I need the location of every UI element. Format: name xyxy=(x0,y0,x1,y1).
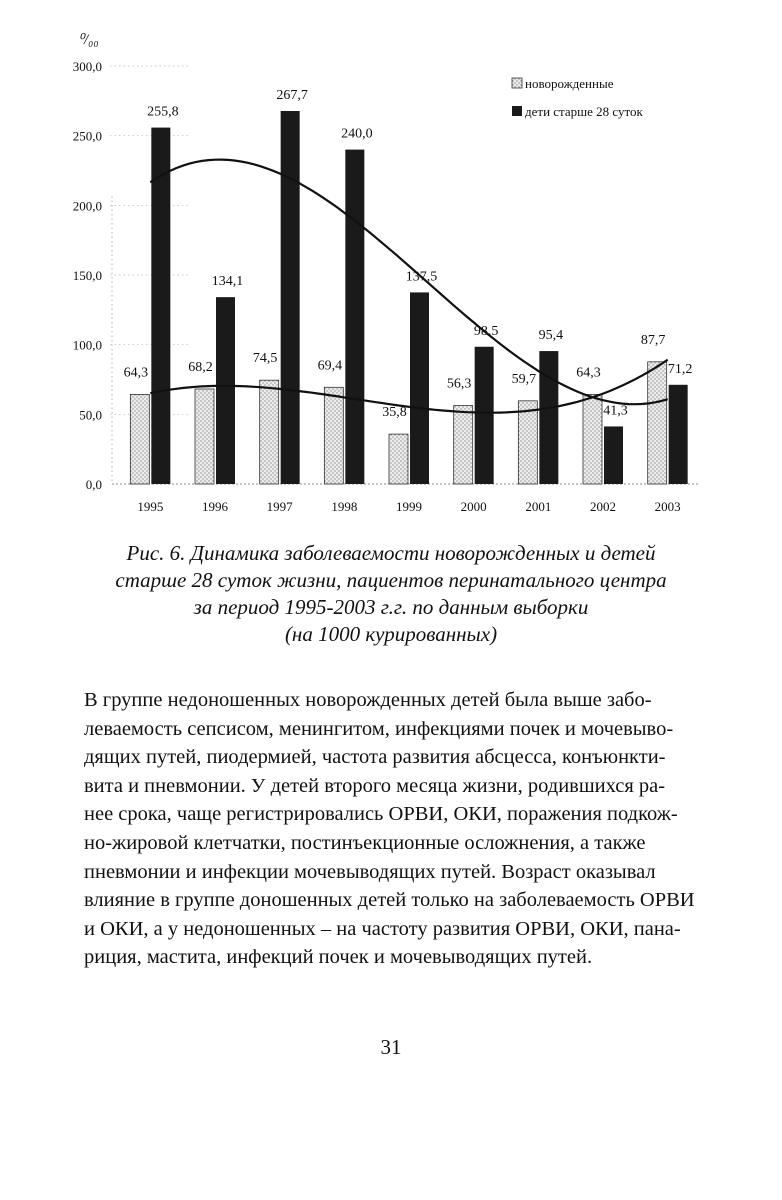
x-tick-label: 1997 xyxy=(266,499,293,514)
data-label-children-over-28-days: 240,0 xyxy=(341,126,373,142)
y-unit-label: ⁰/₀₀ xyxy=(78,32,99,48)
data-label-children-over-28-days: 255,8 xyxy=(147,104,179,120)
bar-newborns xyxy=(260,380,279,484)
body-line: нее срока, чаще регистрировались ОРВИ, ОКИ, поражения подкож- xyxy=(84,803,678,826)
x-tick-label: 1995 xyxy=(137,499,164,514)
data-label-children-over-28-days: 41,3 xyxy=(603,403,628,419)
legend-swatch-newborns xyxy=(512,78,522,88)
y-tick-label: 250,0 xyxy=(72,128,102,144)
data-label-children-over-28-days: 71,2 xyxy=(667,361,693,377)
bar-children-over-28-days xyxy=(281,111,300,484)
body-line: пневмонии и инфекции мочевыводящих путей. Возраст оказывал xyxy=(84,860,656,883)
body-line: дящих путей, пиодермией, частота развития абсцесса, конъюнкти- xyxy=(84,746,666,769)
data-label-newborns: 64,3 xyxy=(576,365,601,381)
x-tick-label: 2003 xyxy=(654,499,681,514)
y-tick-label: 50,0 xyxy=(79,407,102,423)
y-tick-label: 300,0 xyxy=(72,59,102,74)
bar-newborns xyxy=(583,394,602,484)
data-label-newborns: 59,7 xyxy=(511,371,537,387)
data-label-children-over-28-days: 137,5 xyxy=(405,269,438,285)
y-tick-label: 100,0 xyxy=(72,337,102,353)
body-line: влияние в группе доношенных детей только на заболеваемость ОРВИ xyxy=(84,889,695,912)
bar-newborns xyxy=(130,394,149,484)
bar-newborns xyxy=(195,389,214,484)
legend-label-children-over-28-days: дети старше 28 суток xyxy=(525,104,643,119)
bar-children-over-28-days xyxy=(345,150,364,484)
bar-children-over-28-days xyxy=(475,347,494,484)
data-label-children-over-28-days: 134,1 xyxy=(211,274,244,290)
bar-newborns xyxy=(454,406,473,484)
data-label-children-over-28-days: 95,4 xyxy=(538,328,564,344)
body-paragraph xyxy=(84,686,724,972)
bar-newborns xyxy=(324,387,343,484)
body-line: леваемость сепсисом, менингитом, инфекциями почек и мочевыво- xyxy=(84,717,674,740)
bar-newborns xyxy=(389,434,408,484)
x-tick-label: 1999 xyxy=(396,499,422,514)
body-line: риция, мастита, инфекций почек и мочевыводящих путей. xyxy=(84,946,593,969)
caption-line: Рис. 6. Динамика заболеваемости новорожденных и детей xyxy=(126,541,656,565)
morbidity-bar-chart xyxy=(0,0,782,535)
bar-children-over-28-days xyxy=(604,426,623,484)
bar-children-over-28-days xyxy=(216,297,235,484)
x-tick-label: 2002 xyxy=(590,499,616,514)
data-label-newborns: 35,8 xyxy=(382,405,407,421)
x-tick-label: 2000 xyxy=(460,499,487,514)
bar-newborns xyxy=(648,362,667,484)
x-tick-label: 2001 xyxy=(525,499,552,514)
bar-children-over-28-days xyxy=(410,292,429,484)
page-number: 31 xyxy=(380,1035,402,1059)
bar-children-over-28-days xyxy=(669,385,688,484)
bar-children-over-28-days xyxy=(539,351,558,484)
data-label-newborns: 68,2 xyxy=(188,359,213,375)
body-line: вита и пневмонии. У детей второго месяца жизни, родившихся ра- xyxy=(84,774,666,797)
body-line: В группе недоношенных новорожденных детей была выше забо- xyxy=(84,689,652,711)
caption-line: за период 1995-2003 г.г. по данным выборки xyxy=(193,595,589,619)
caption-line: старше 28 суток жизни, пациентов перинатального центра xyxy=(115,568,667,592)
x-tick-label: 1996 xyxy=(202,499,228,514)
data-label-newborns: 64,3 xyxy=(123,365,149,381)
body-line: и ОКИ, а у недоношенных – на частоту развития ОРВИ, ОКИ, пана- xyxy=(84,917,681,940)
legend-label-newborns: новорожденные xyxy=(525,76,614,91)
legend-swatch-children-over-28-days xyxy=(512,106,522,116)
data-label-newborns: 56,3 xyxy=(446,376,472,392)
figure-caption xyxy=(60,540,722,648)
data-label-newborns: 74,5 xyxy=(252,351,278,367)
x-tick-label: 1998 xyxy=(331,499,358,514)
data-label-newborns: 87,7 xyxy=(640,332,666,348)
bar-newborns xyxy=(518,401,537,484)
caption-line: (на 1000 курированных) xyxy=(284,622,498,646)
data-label-newborns: 69,4 xyxy=(317,358,343,374)
y-tick-label: 0,0 xyxy=(85,477,102,492)
body-line: но-жировой клетчатки, постинъекционные осложнения, а также xyxy=(84,831,646,854)
data-label-children-over-28-days: 98.5 xyxy=(473,323,499,339)
y-tick-label: 150,0 xyxy=(72,268,102,283)
data-label-children-over-28-days: 267,7 xyxy=(276,88,308,104)
y-tick-label: 200,0 xyxy=(72,198,102,214)
